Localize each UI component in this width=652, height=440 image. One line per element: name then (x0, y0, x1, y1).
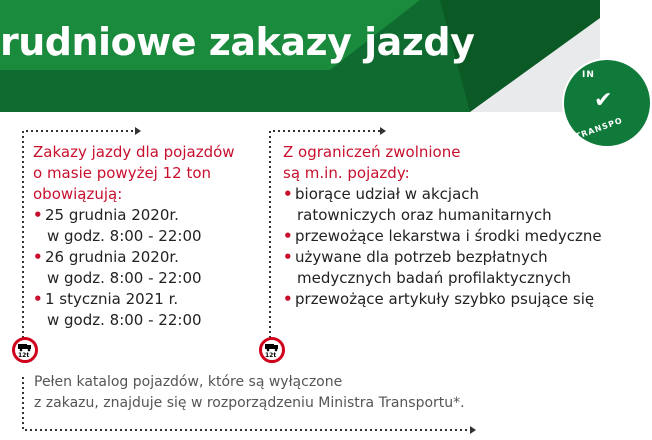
left-column (33, 142, 263, 331)
ban-dates-list (33, 205, 263, 331)
footer-note (34, 372, 514, 414)
right-column (283, 142, 613, 310)
left-heading-line-1: Zakazy jazdy dla pojazdów (33, 143, 235, 161)
list-item (283, 226, 613, 247)
list-item (283, 247, 613, 289)
ban-hours: w godz. 8:00 - 22:00 (47, 311, 202, 329)
logo-mark-icon: ✔ (594, 88, 613, 113)
truck-ban-sign-icon (12, 337, 38, 363)
exempt-line-2: medycznych badań profilaktycznych (297, 269, 572, 287)
ban-hours: w godz. 8:00 - 22:00 (47, 269, 202, 287)
footer-line-1: Pełen katalog pojazdów, które są wyłączone (34, 374, 343, 390)
right-heading-line-2: są m.in. pojazdy: (283, 164, 410, 182)
list-item (33, 247, 263, 289)
sign-weight: 12t (265, 352, 277, 359)
ban-hours: w godz. 8:00 - 22:00 (47, 227, 202, 245)
left-heading-line-3: obowiązują: (33, 185, 123, 203)
logo-top-text: IN (582, 70, 595, 80)
exempt-line-2: ratowniczych oraz humanitarnych (297, 206, 552, 224)
list-item (283, 184, 613, 226)
page-title: rudniowe zakazy jazdy (0, 20, 475, 64)
right-heading-line-1: Z ograniczeń zwolnione (283, 143, 461, 161)
list-item (33, 289, 263, 331)
list-item (33, 205, 263, 247)
ban-date: 25 grudnia 2020r. (45, 206, 179, 224)
bullet-icon: • (283, 248, 293, 266)
footer-line-2: z zakazu, znajduje się w rozporządzeniu Ministra Transportu*. (34, 395, 465, 411)
bullet-icon: • (283, 185, 293, 203)
truck-icon (264, 342, 280, 352)
sign-weight: 12t (18, 352, 30, 359)
exempt-vehicles-list (283, 184, 613, 310)
exempt-line-1: przewożące lekarstwa i środki medyczne (295, 227, 602, 245)
logo-bottom-text: TRANSPO (573, 115, 624, 142)
list-item (283, 289, 613, 310)
truck-ban-sign-icon (259, 337, 285, 363)
exempt-line-1: biorące udział w akcjach (295, 185, 480, 203)
truck-icon (17, 342, 33, 352)
bullet-icon: • (283, 227, 293, 245)
bullet-icon: • (33, 290, 43, 308)
exempt-line-1: używane dla potrzeb bezpłatnych (295, 248, 548, 266)
exempt-line-1: przewożące artykuły szybko psujące się (295, 290, 595, 308)
ban-date: 26 grudnia 2020r. (45, 248, 179, 266)
left-heading-line-2: o masie powyżej 12 ton (33, 164, 212, 182)
ban-date: 1 stycznia 2021 r. (45, 290, 179, 308)
bullet-icon: • (33, 206, 43, 224)
bullet-icon: • (33, 248, 43, 266)
bullet-icon: • (283, 290, 293, 308)
